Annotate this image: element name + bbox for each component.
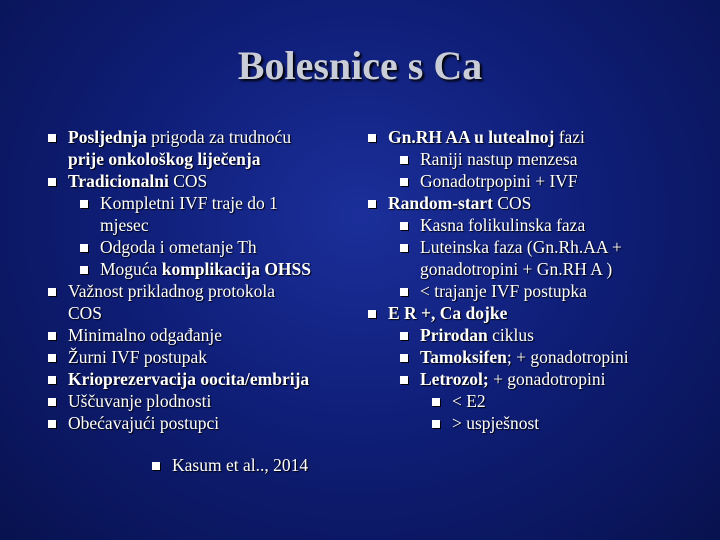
bullet-text: Random-start — [388, 193, 493, 213]
bullet-text: fazi — [554, 127, 585, 147]
bullet-text: Kompletni IVF traje do 1 — [100, 193, 278, 213]
bullet-line — [68, 390, 360, 412]
bullet-square-icon — [48, 420, 56, 428]
bullet-line — [68, 412, 360, 434]
bullet-line — [68, 126, 360, 148]
bullet-line — [68, 170, 360, 192]
bullet-text: Kasum et al.., 2014 — [172, 455, 309, 475]
left-sub-bullet-item — [40, 236, 360, 258]
bullet-text: lutealnoj — [488, 127, 555, 147]
bullet-square-icon — [432, 398, 440, 406]
bullet-text: mjesec — [100, 215, 149, 235]
bullet-text: Uščuvanje plodnosti — [68, 391, 212, 411]
right-column — [360, 126, 710, 434]
bullet-line — [68, 324, 360, 346]
bullet-line — [68, 148, 360, 170]
bullet-text: Prirodan — [420, 325, 488, 345]
left-bullet-item — [40, 126, 360, 170]
bullet-text: < E2 — [452, 391, 486, 411]
bullet-line — [68, 346, 360, 368]
bullet-line — [68, 368, 360, 390]
right-sub-bullet-item — [360, 148, 710, 170]
right-bullet-random-start — [360, 192, 710, 214]
bullet-line — [100, 214, 360, 236]
bullet-square-icon — [400, 156, 408, 164]
left-bullet-item — [40, 390, 360, 412]
bullet-square-icon — [368, 200, 376, 208]
bullet-square-icon — [400, 178, 408, 186]
bullet-text: Odgoda i ometanje Th — [100, 237, 257, 257]
left-bullet-item — [40, 346, 360, 368]
bullet-text: Tradicionalni — [68, 171, 169, 191]
bullet-square-icon — [48, 288, 56, 296]
bullet-square-icon — [400, 222, 408, 230]
bullet-text: Posljednja — [68, 127, 147, 147]
bullet-square-icon — [368, 134, 376, 142]
bullet-square-icon — [400, 376, 408, 384]
bullet-square-icon — [48, 376, 56, 384]
bullet-text: gonadotropini + Gn.RH A ) — [420, 259, 613, 279]
bullet-square-icon — [400, 288, 408, 296]
bullet-line — [68, 302, 360, 324]
bullet-square-icon — [48, 354, 56, 362]
bullet-text: prigoda za trudnoću — [146, 127, 292, 147]
left-column — [40, 126, 360, 476]
bullet-text: komplikacija OHSS — [161, 259, 312, 279]
bullet-square-icon — [400, 354, 408, 362]
bullet-line — [100, 192, 360, 214]
bullet-square-icon — [48, 332, 56, 340]
bullet-line — [388, 192, 710, 214]
bullet-square-icon — [152, 462, 160, 470]
right-sub-bullet-item — [360, 170, 710, 192]
bullet-text: E R +, Ca dojke — [388, 303, 508, 323]
bullet-text: Kasna folikulinska faza — [420, 215, 586, 235]
bullet-line — [100, 236, 360, 258]
bullet-text: prije onkološkog liječenja — [68, 149, 261, 169]
bullet-square-icon — [400, 332, 408, 340]
bullet-text: Važnost prikladnog protokola — [68, 281, 276, 301]
bullet-text: Tamoksifen — [420, 347, 507, 367]
bullet-text: Žurni IVF postupak — [68, 347, 208, 367]
bullet-text: Minimalno odgađanje — [68, 325, 223, 345]
bullet-text: Gn.RH AA u — [388, 127, 489, 147]
bullet-square-icon — [48, 134, 56, 142]
bullet-line — [420, 324, 710, 346]
bullet-text: COS — [68, 303, 103, 323]
bullet-text: Letrozol; — [420, 369, 489, 389]
spacer — [40, 434, 360, 454]
citation — [40, 454, 360, 476]
bullet-text: Luteinska faza (Gn.Rh.AA + — [420, 237, 622, 257]
bullet-square-icon — [80, 200, 88, 208]
bullet-square-icon — [48, 398, 56, 406]
bullet-line — [420, 368, 710, 390]
bullet-line — [388, 302, 710, 324]
right-sub-bullet-item — [360, 236, 710, 280]
right-sub-bullet-item — [360, 280, 710, 302]
right-bullet-gnrh — [360, 126, 710, 148]
bullet-text: COS — [493, 193, 532, 213]
bullet-text: < trajanje IVF postupka — [420, 281, 587, 301]
bullet-text: Obećavajući postupci — [68, 413, 220, 433]
right-sub-bullet-item — [360, 324, 710, 346]
left-sub-bullet-item — [40, 192, 360, 236]
bullet-square-icon — [48, 178, 56, 186]
bullet-text: + gonadotropini — [488, 369, 606, 389]
right-bullet-er — [360, 302, 710, 324]
left-bullet-item — [40, 368, 360, 390]
bullet-square-icon — [368, 310, 376, 318]
bullet-line — [68, 280, 360, 302]
bullet-line — [100, 258, 360, 280]
bullet-text: Gonadotrpopini + IVF — [420, 171, 578, 191]
bullet-text: Moguća — [100, 259, 162, 279]
bullet-square-icon — [80, 266, 88, 274]
right-sub-bullet-item — [360, 346, 710, 368]
bullet-text: Raniji nastup menzesa — [420, 149, 578, 169]
bullet-text: Krioprezervacija oocita/embrija — [68, 369, 310, 389]
bullet-text: > uspješnost — [452, 413, 540, 433]
bullet-line — [388, 126, 710, 148]
bullet-line — [420, 346, 710, 368]
slide-title: Bolesnice s Ca — [237, 43, 483, 88]
bullet-square-icon — [432, 420, 440, 428]
left-bullet-item — [40, 412, 360, 434]
bullet-text: ; + gonadotropini — [506, 347, 629, 367]
bullet-square-icon — [400, 244, 408, 252]
left-sub-bullet-item — [40, 258, 360, 280]
bullet-text: COS — [168, 171, 208, 191]
left-bullet-item — [40, 170, 360, 192]
right-sub-bullet-item — [360, 214, 710, 236]
bullet-text: ciklus — [487, 325, 534, 345]
right-sub-sub-bullet-item — [360, 412, 710, 434]
right-sub-bullet-item — [360, 368, 710, 390]
bullet-square-icon — [80, 244, 88, 252]
left-bullet-item — [40, 280, 360, 324]
left-bullet-item — [40, 324, 360, 346]
right-sub-sub-bullet-item — [360, 390, 710, 412]
